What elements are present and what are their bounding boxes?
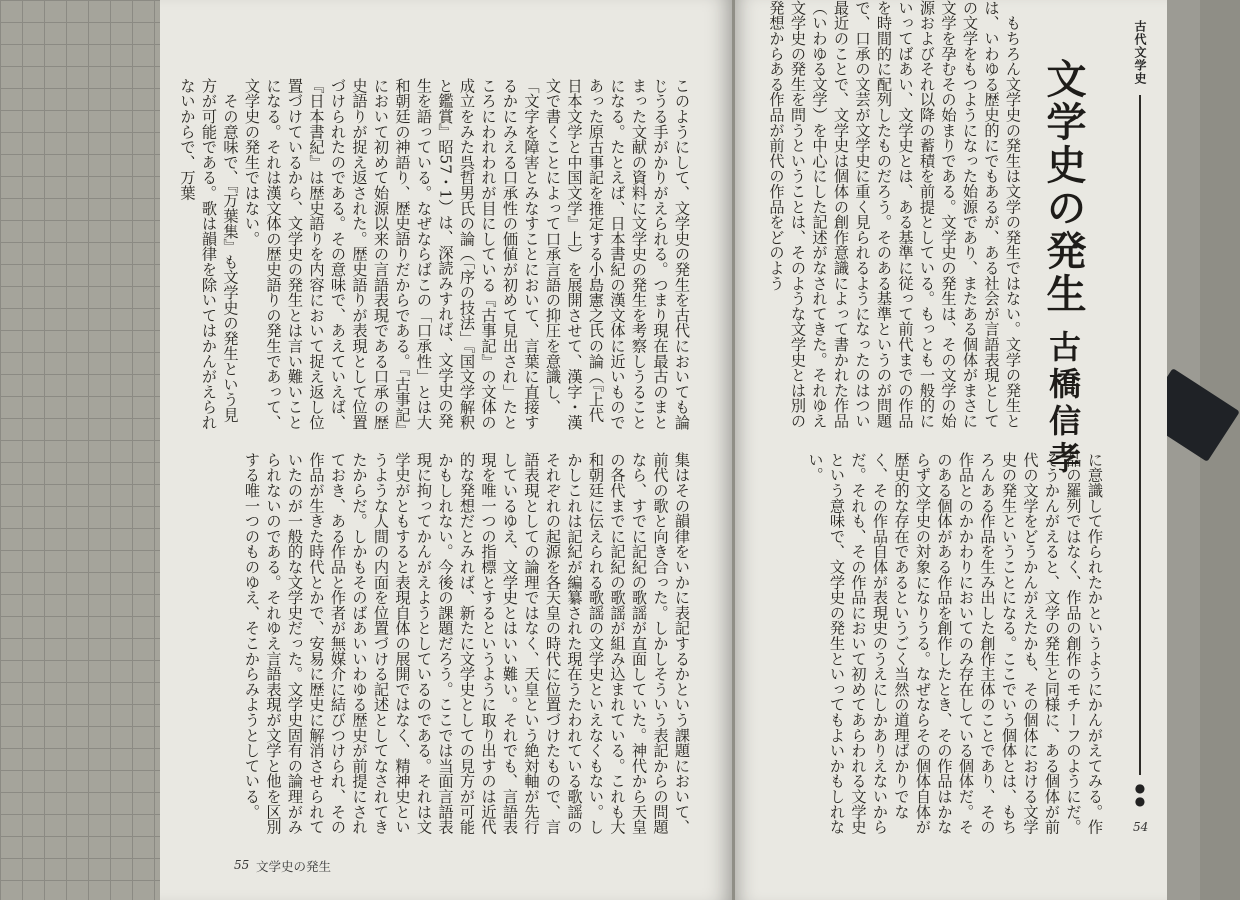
- running-footer: 文学史の発生: [256, 859, 332, 874]
- chapter-title: 文学史の発生: [1040, 58, 1087, 316]
- left-page-lower-text: 集はその韻律をいかに表記するかという課題において、前代の歌と向き合った。しかしそういう表記からの問題なら、すでに記紀の歌謡が直面していた。神代から天皇の各代までに記紀の歌謡が組み込まれている。これも大和朝廷に伝えられる歌謡の文学史といえなくもない。しかしこれは記紀が編纂された現在うたわれている歌謡のそれぞれの起源を各天皇の時代に位置づけたもので、言語表現としての論理ではなく、天皇という絶対軸が先行しているゆえ、文学史とはいい難い。それでも、言語表現を唯一つの指標とするというように取り出すのは近代的な発想だとみれば、新たに文学史としての見方が可能かもしれない。今後の課題だろう。ここでは当面言語表現に拘ってかんがえようとしているのである。それは文学史がともすると表現自体の展開ではなく、精神史というような人間の内面を位置づける記述としてなされてきたからだ。しかもそのばあいいわゆる歴史が前提にされておき、ある作品と作者が無媒介に結びつけられ、その作品が生きた時代とかで、安易に歴史に解消させられていたのが一般的な文学史だった。文学史固有の論理がみられないのである。それゆえ言語表現が文学と他を区別する唯一つのものゆえ、そこからみようとしている。: [243, 452, 691, 835]
- right-page: [735, 0, 1167, 900]
- cutting-mat-background: [0, 0, 175, 900]
- margin-rule: [1139, 95, 1141, 775]
- left-page-upper-text: このようにして、文学史の発生を古代においても論じうる手がかりがえられる。つまり現在最古のまとまった文献の資料に文学史の発生を考察しうることになる。たとえば、日本書紀の漢文体に近いものであった原古事記を推定する小島憲之氏の論（『上代日本文学と中国文学』上）を展開させて、漢字・漢文で書くことによって口承言語の抑圧を意識し、「文字を障害とみなすことにおいて、言葉に直接するかにみえる口承性の価値が初めて見出され」たところにわれわれが目にしている『古事記』の文体の成立をみた呉哲男氏の論（「序の技法」『国文学解釈と鑑賞』昭57・1）は、深読みすれば、文学史の発生を語っている。なぜならばこの「口承性」とは大和朝廷の神語り、歴史語りだからである。『古事記』において初めて始源以来の言語表現である口承の歴史語りが捉え返された。歴史語りが表現として位置づけられたのである。その意味で、あえていえば、『日本書紀』は歴史語りを内容において捉え返し位置づけているから、文学史の発生とは言い難いことになる。それは漢文体の歴史語りの発生であって、文学史の発生ではない。 その意味で、『万葉集』も文学史の発生という見方が可能である。歌は韻律を除いてはかんがえられないからで、万葉: [178, 78, 691, 430]
- right-page-lower-text: に意識して作られたかというようにかんがえてみる。作品の羅列ではなく、作品の創作のモチーフのようにだ。そうかんがえると、文学の発生と同様に、ある個体が前代の文学をどうかんがえたかも、その個体における文学史の発生ということになる。ここでいう個体とは、もちろんある作品を生み出した創作主体のことであり、その作品とのかかわりにおいてのみ存在している個体だ。そのある個体がある作品を創作したとき、その作品はかならず文学史の対象になりうる。なぜならその個体自体が歴史的な存在であるというごく当然の道理ばかりでなく、その作品自体が表現史のうえにしかありえないからだ。それも、その作品において初めてあらわれる文学史という意味で、文学史の発生といってもよいかもしれない。: [806, 452, 1104, 835]
- author-name: 古橋信孝: [1044, 330, 1082, 478]
- margin-rule-dots: ● ●: [1134, 781, 1146, 808]
- running-head: 古代文学史: [1133, 20, 1147, 85]
- page-number-left: 55: [234, 858, 250, 872]
- page-number-right: 54: [1133, 820, 1149, 834]
- left-page: [160, 0, 732, 900]
- right-page-upper-text: もちろん文学史の発生は文学の発生ではない。文学の発生とは、いわゆる歴史的にでもあるが、ある社会が言語表現としての文学をもつようになった始源であり、またある個体がまさに文学を孕むその始まりである。文学史の発生は、その文学の始源およびそれ以降の蓄積を前提としている。もっとも一般的にいってばあい、文学史とは、ある基準に従って前代までの作品を時間的に配列したものだろう。そのある基準というのが問題で、口承の文芸が文学史に重く見られるようになったのはつい最近のことで、文学史は個体の創作意識によって書かれた作品（いわゆる文学）を中心にした記述がなされてきた。それゆえ文学史の発生を問うということは、そのような文学史とは別の発想からある作品が前代の作品をどのよう: [767, 0, 1022, 429]
